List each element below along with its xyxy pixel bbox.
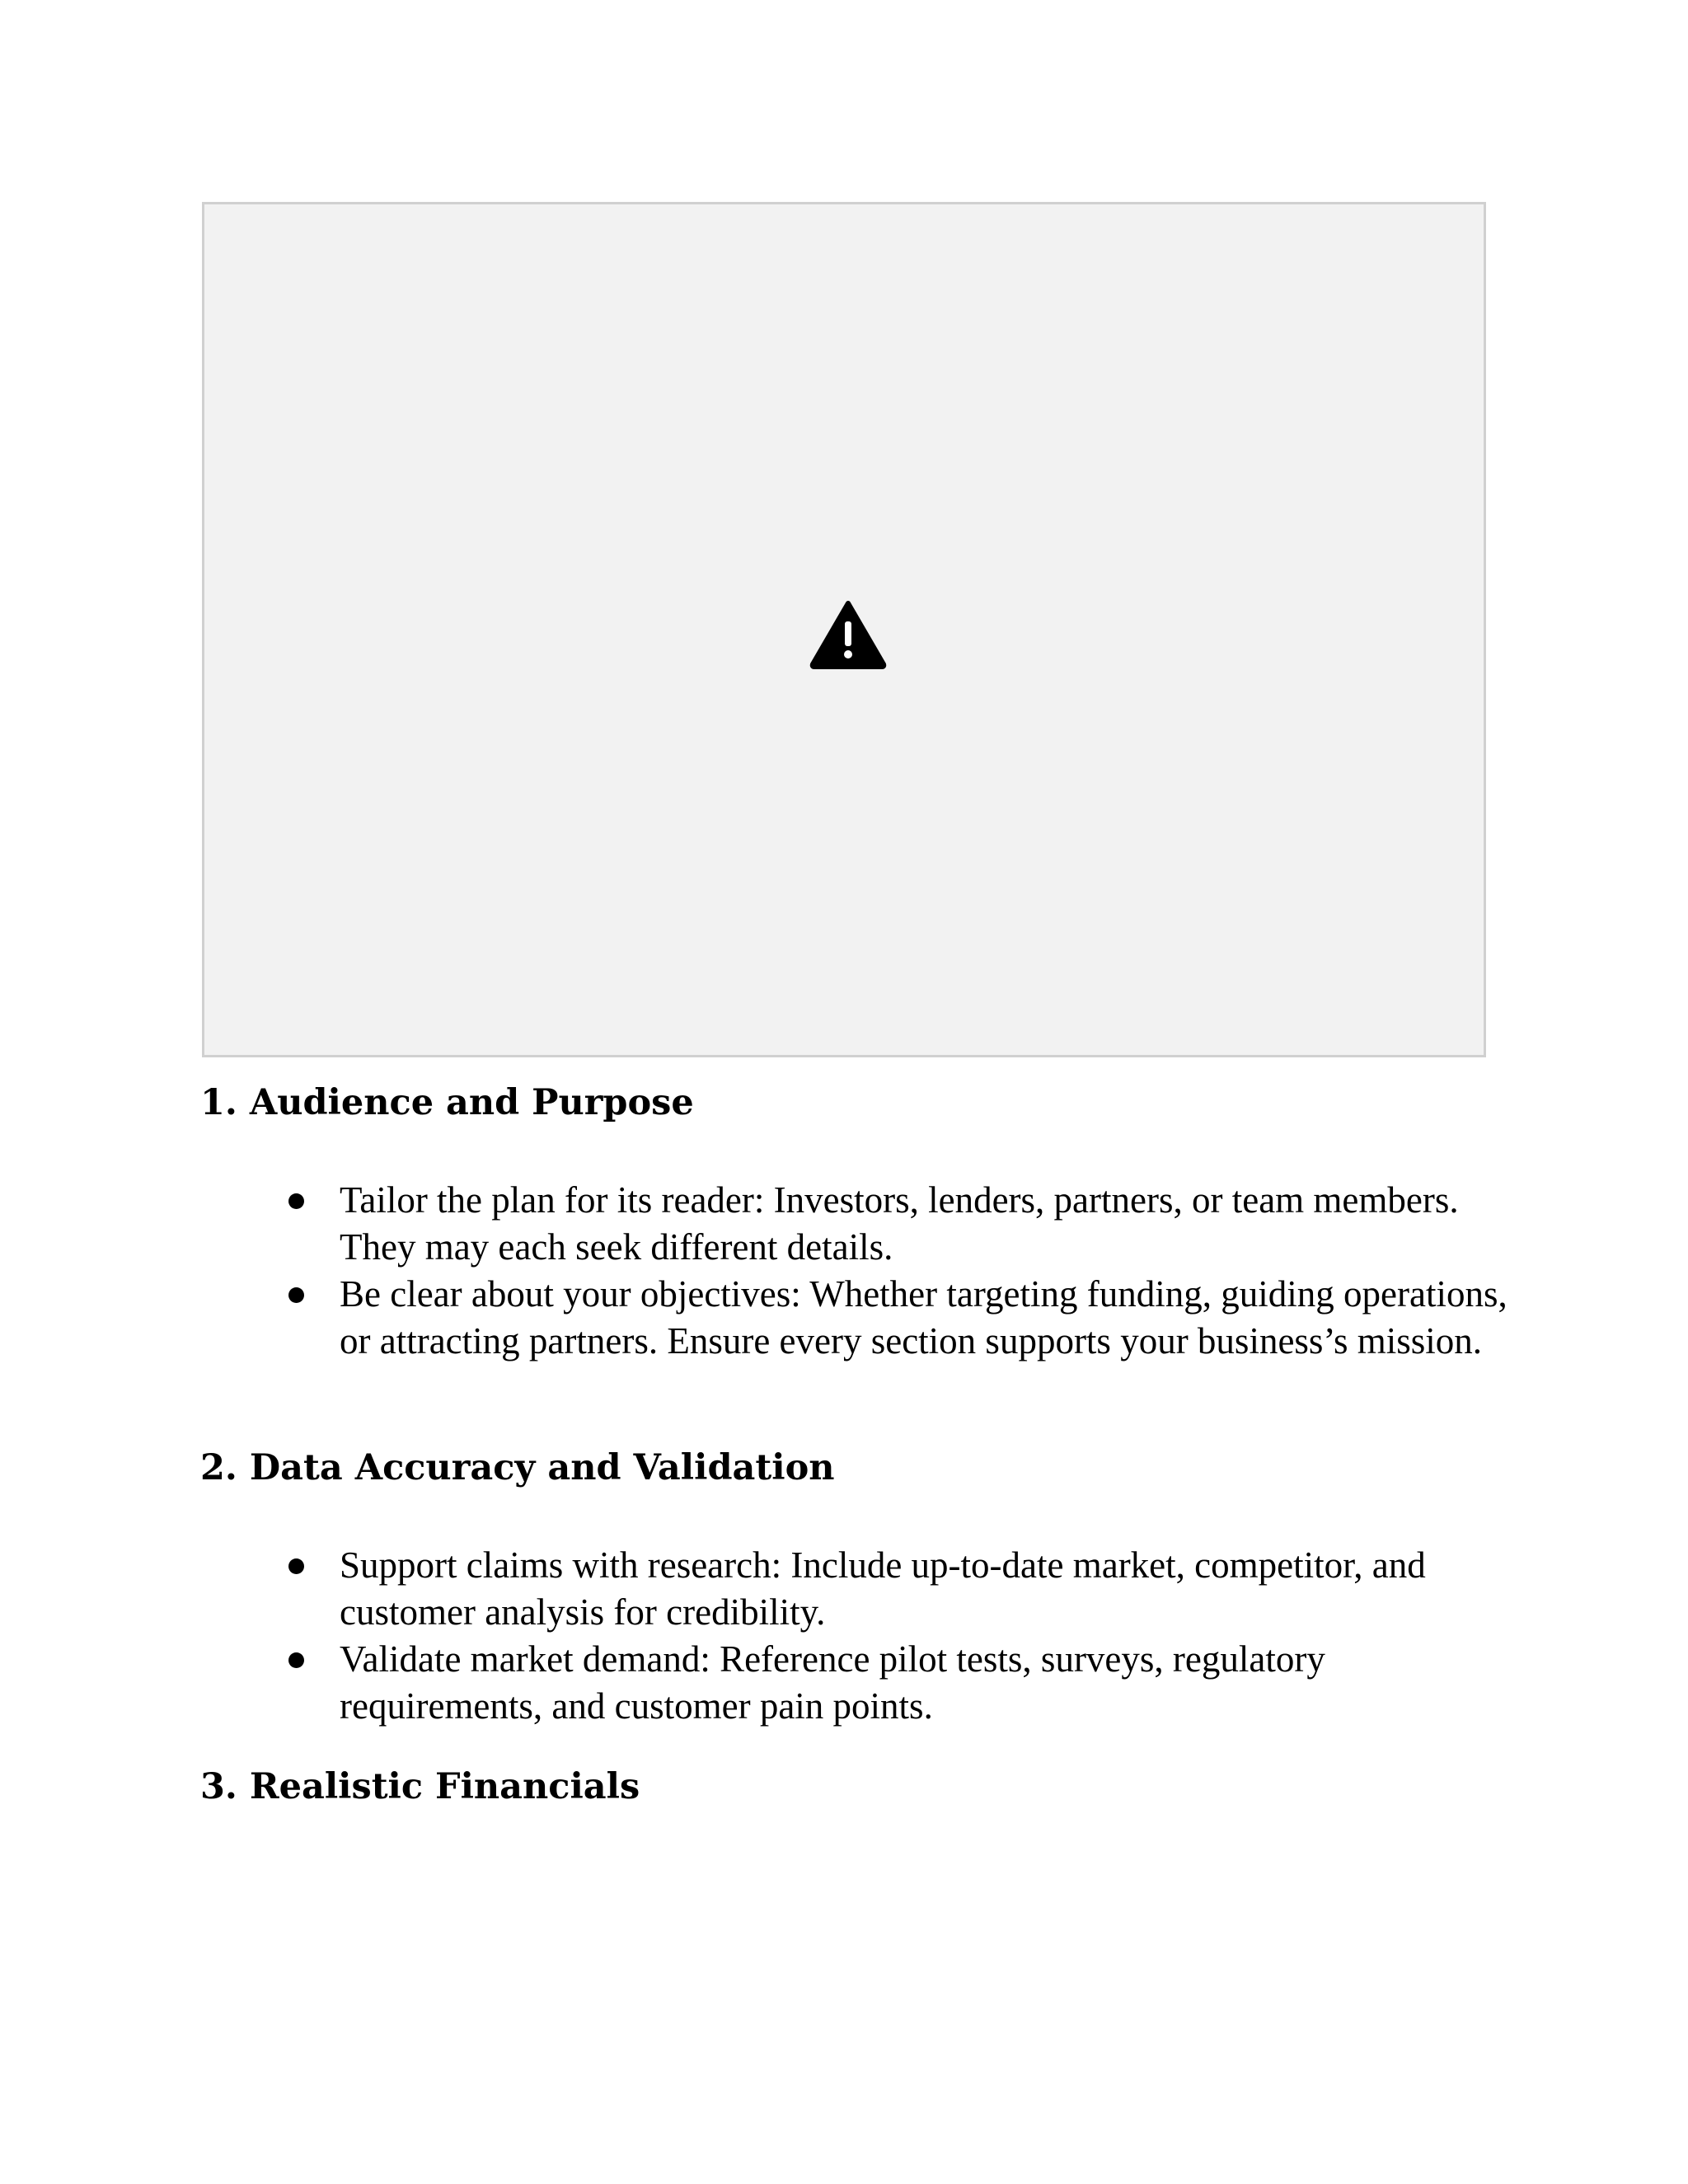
list-item-text: Tailor the plan for its reader: Investors, lenders, partners, or team members. They may each seek different details. [340, 1179, 1459, 1268]
bullet-icon [288, 1287, 304, 1303]
section-heading-data-accuracy: 2. Data Accuracy and Validation [200, 1447, 835, 1488]
section-heading-realistic-financials: 3. Realistic Financials [200, 1766, 640, 1807]
bullet-icon [288, 1652, 304, 1668]
warning-icon [809, 600, 887, 669]
list-item [288, 1177, 1508, 1271]
list-item [288, 1271, 1508, 1365]
bullet-list-data-accuracy [288, 1542, 1508, 1730]
list-item [288, 1542, 1508, 1636]
broken-image-placeholder [202, 202, 1486, 1057]
bullet-list-audience-purpose [288, 1177, 1508, 1365]
list-item-text: Be clear about your objectives: Whether targeting funding, guiding operations, or attracting partners. Ensure every section supports your business’s mission. [340, 1273, 1507, 1361]
section-heading-audience-purpose: 1. Audience and Purpose [200, 1082, 694, 1123]
bullet-icon [288, 1193, 304, 1209]
bullet-icon [288, 1558, 304, 1574]
list-item-text: Validate market demand: Reference pilot tests, surveys, regulatory requirements, and customer pain points. [340, 1638, 1325, 1727]
list-item [288, 1636, 1508, 1730]
list-item-text: Support claims with research: Include up-to-date market, competitor, and customer analysis for credibility. [340, 1544, 1426, 1633]
